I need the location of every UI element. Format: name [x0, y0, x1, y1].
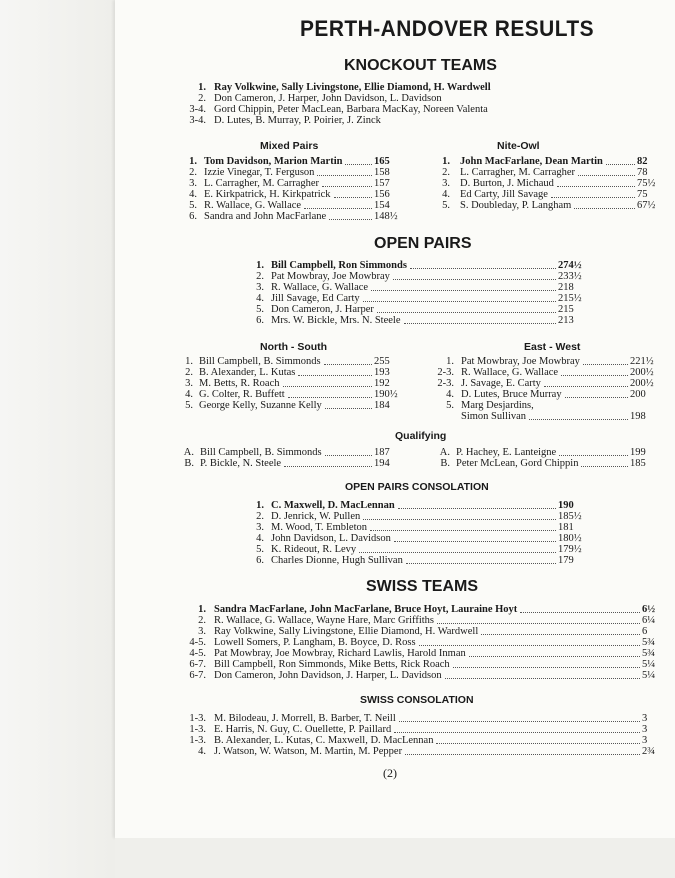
- result-row: [436, 458, 666, 469]
- result-rank: 3.: [185, 378, 193, 389]
- result-row: [434, 356, 664, 367]
- result-rank: 3.: [256, 522, 264, 533]
- knockout-heading: KNOCKOUT TEAMS: [344, 57, 497, 74]
- result-score: 3: [642, 735, 648, 746]
- dot-leader: [345, 156, 372, 165]
- result-name: Bill Campbell, B. Simmonds: [200, 447, 322, 458]
- result-rank: 5.: [256, 544, 264, 555]
- result-row: [180, 167, 400, 178]
- result-rank: 2.: [256, 271, 264, 282]
- result-row: [180, 724, 670, 735]
- result-score: 213: [558, 315, 574, 326]
- result-score: 165: [374, 156, 390, 167]
- result-score: 190: [558, 500, 574, 511]
- result-rank: 2.: [198, 615, 206, 626]
- result-rank: 6.: [256, 555, 264, 566]
- dot-leader: [363, 511, 556, 520]
- east-west-heading: East - West: [524, 341, 581, 353]
- nite-owl-list: [433, 156, 673, 211]
- dot-leader: [370, 522, 556, 531]
- result-name: D. Jenrick, W. Pullen: [271, 511, 361, 522]
- result-row: [434, 389, 664, 400]
- east-west-list: [434, 356, 664, 422]
- dot-leader: [453, 659, 640, 668]
- result-score: 6¼: [642, 615, 656, 626]
- result-rank: 6.: [189, 211, 197, 222]
- result-rank: 4.: [442, 189, 450, 200]
- result-rank: A.: [439, 447, 450, 458]
- result-rank: 1.: [442, 156, 450, 167]
- dot-leader: [394, 533, 556, 542]
- result-row: [180, 211, 400, 222]
- result-name: Sandra MacFarlane, John MacFarlane, Bruce Hoyt, Lauraine Hoyt: [214, 604, 518, 615]
- result-score: 5¼: [642, 670, 656, 681]
- result-rank: 5.: [256, 304, 264, 315]
- result-row: [250, 293, 590, 304]
- dot-leader: [377, 304, 556, 313]
- result-name: L. Carragher, M. Carragher: [204, 178, 320, 189]
- dot-leader: [359, 544, 556, 553]
- result-row: [180, 389, 410, 400]
- dot-leader: [559, 447, 628, 456]
- result-row: [180, 458, 410, 469]
- dot-leader: [436, 735, 640, 744]
- dot-leader: [606, 156, 635, 165]
- result-rank: 4.: [189, 189, 197, 200]
- page-number: (2): [383, 766, 397, 780]
- result-name: Izzie Vinegar, T. Ferguson: [204, 167, 315, 178]
- result-name: Lowell Somers, P. Langham, B. Boyce, D. Ross: [214, 637, 416, 648]
- result-row: [250, 511, 590, 522]
- result-rank: 3.: [256, 282, 264, 293]
- result-score: 157: [374, 178, 390, 189]
- result-name: D. Burton, J. Michaud: [460, 178, 554, 189]
- result-score: 181: [558, 522, 574, 533]
- result-score: 5¼: [642, 659, 656, 670]
- result-name: P. Bickle, N. Steele: [200, 458, 282, 469]
- result-rank: 1.: [198, 82, 206, 93]
- north-south-list: [180, 356, 410, 411]
- result-name: Jill Savage, Ed Carty: [271, 293, 360, 304]
- result-row: [180, 447, 410, 458]
- result-score: 200: [630, 389, 646, 400]
- dot-leader: [481, 626, 640, 635]
- result-row: [433, 167, 673, 178]
- result-score: 255: [374, 356, 390, 367]
- result-name: L. Carragher, M. Carragher: [460, 167, 576, 178]
- result-rank: 4.: [198, 746, 206, 757]
- result-name: B. Alexander, L. Kutas: [199, 367, 296, 378]
- result-name: C. Maxwell, D. MacLennan: [271, 500, 395, 511]
- result-rank: 1.: [198, 604, 206, 615]
- result-row: [180, 648, 670, 659]
- result-rank: 2-3.: [437, 378, 454, 389]
- result-rank: 1-3.: [189, 724, 206, 735]
- result-name: E. Kirkpatrick, H. Kirkpatrick: [204, 189, 331, 200]
- result-row: [180, 746, 670, 757]
- result-name: K. Rideout, R. Levy: [271, 544, 357, 555]
- result-score: 179: [558, 555, 574, 566]
- result-rank: 6-7.: [189, 659, 206, 670]
- result-rank: 2.: [189, 167, 197, 178]
- dot-leader: [578, 167, 635, 176]
- result-row: [180, 604, 670, 615]
- result-score: 185: [630, 458, 646, 469]
- dot-leader: [283, 378, 373, 387]
- result-rank: 4.: [256, 293, 264, 304]
- result-name: Don Cameron, J. Harper, John Davidson, L. Davidson: [214, 93, 442, 104]
- result-rank: 6-7.: [189, 670, 206, 681]
- result-score: 200½: [630, 378, 654, 389]
- result-score: 154: [374, 200, 390, 211]
- result-row: [180, 156, 400, 167]
- result-name: Pat Mowbray, Joe Mowbray: [271, 271, 390, 282]
- dot-leader: [399, 713, 640, 722]
- result-row: [180, 356, 410, 367]
- dot-leader: [334, 189, 372, 198]
- dot-leader: [325, 447, 372, 456]
- dot-leader: [329, 211, 372, 220]
- result-row: [250, 533, 590, 544]
- swiss-teams-heading: SWISS TEAMS: [366, 578, 479, 595]
- swiss-teams-list: [180, 604, 670, 681]
- result-rank: 1.: [189, 156, 197, 167]
- result-name: R. Wallace, G. Wallace: [204, 200, 302, 211]
- result-row: [180, 367, 410, 378]
- dot-leader: [419, 637, 640, 646]
- result-score: 185½: [558, 511, 582, 522]
- result-name: S. Doubleday, P. Langham: [460, 200, 572, 211]
- dot-leader: [405, 746, 640, 755]
- result-score: 198: [630, 411, 646, 422]
- result-rank: 3.: [442, 178, 450, 189]
- mixed-pairs-heading: Mixed Pairs: [260, 140, 319, 152]
- result-name: J. Watson, W. Watson, M. Martin, M. Pepper: [214, 746, 403, 757]
- scan-margin: [0, 0, 115, 878]
- dot-leader: [437, 615, 640, 624]
- result-row: [180, 104, 560, 115]
- result-rank: 5.: [185, 400, 193, 411]
- dot-leader: [583, 356, 628, 365]
- result-score: 156: [374, 189, 390, 200]
- result-row: [250, 315, 590, 326]
- result-name: E. Harris, N. Guy, C. Ouellette, P. Paillard: [214, 724, 392, 735]
- result-score: 192: [374, 378, 390, 389]
- result-row: [180, 178, 400, 189]
- result-name: John Davidson, L. Davidson: [271, 533, 391, 544]
- result-score: 221½: [630, 356, 654, 367]
- result-score: 6: [642, 626, 648, 637]
- dot-leader: [574, 200, 635, 209]
- result-rank: B.: [184, 458, 194, 469]
- result-rank: 4.: [256, 533, 264, 544]
- scan-bottom-margin: [115, 838, 675, 878]
- dot-leader: [544, 378, 628, 387]
- result-rank: 2.: [185, 367, 193, 378]
- result-row: [433, 189, 673, 200]
- result-rank: 2.: [198, 93, 206, 104]
- result-rank: 4-5.: [189, 648, 206, 659]
- result-name: Don Cameron, J. Harper: [271, 304, 374, 315]
- result-row: [180, 115, 560, 126]
- dot-leader: [529, 411, 628, 420]
- result-name: M. Bilodeau, J. Morrell, B. Barber, T. Neill: [214, 713, 396, 724]
- result-score: 218: [558, 282, 574, 293]
- result-row: [180, 93, 560, 104]
- result-score: 75: [637, 189, 648, 200]
- result-rank: 3.: [189, 178, 197, 189]
- result-rank: 1-3.: [189, 713, 206, 724]
- result-row: [180, 189, 400, 200]
- result-rank: 2-3.: [437, 367, 454, 378]
- result-score: 200½: [630, 367, 654, 378]
- result-rank: 3-4.: [189, 104, 206, 115]
- result-row: [250, 282, 590, 293]
- result-name: G. Colter, R. Buffett: [199, 389, 285, 400]
- result-row: [433, 178, 673, 189]
- result-name: Mrs. W. Bickle, Mrs. N. Steele: [271, 315, 401, 326]
- result-name: Sandra and John MacFarlane: [204, 211, 327, 222]
- result-score: 75½: [637, 178, 656, 189]
- result-row: [434, 378, 664, 389]
- result-row: [180, 637, 670, 648]
- dot-leader: [398, 500, 556, 509]
- qualifying-right-list: [436, 447, 666, 469]
- north-south-heading: North - South: [260, 341, 328, 353]
- result-name: B. Alexander, L. Kutas, C. Maxwell, D. MacLennan: [214, 735, 434, 746]
- swiss-consolation-heading: SWISS CONSOLATION: [360, 694, 474, 706]
- result-row: [180, 200, 400, 211]
- result-name: Pat Mowbray, Joe Mowbray, Richard Lawlis, Harold Inman: [214, 648, 466, 659]
- result-name: Marg Desjardins,: [461, 400, 534, 411]
- result-score: 194: [374, 458, 390, 469]
- dot-leader: [304, 200, 372, 209]
- result-score: 3: [642, 713, 648, 724]
- result-name: R. Wallace, G. Wallace, Wayne Hare, Marc Griffiths: [214, 615, 435, 626]
- result-rank: B.: [440, 458, 450, 469]
- result-rank: 3-4.: [189, 115, 206, 126]
- result-score: 233½: [558, 271, 582, 282]
- result-row: [250, 555, 590, 566]
- result-name: Ray Volkwine, Sally Livingstone, Ellie Diamond, H. Wardwell: [214, 626, 479, 637]
- result-rank: 4.: [446, 389, 454, 400]
- result-score: 179½: [558, 544, 582, 555]
- result-score: 82: [637, 156, 648, 167]
- dot-leader: [557, 178, 635, 187]
- result-name: R. Wallace, G. Wallace: [461, 367, 559, 378]
- result-score: 67½: [637, 200, 656, 211]
- result-name: M. Wood, T. Embleton: [271, 522, 367, 533]
- knockout-list: [180, 82, 560, 126]
- result-row: [434, 411, 664, 422]
- result-name: Gord Chippin, Peter MacLean, Barbara MacKay, Noreen Valenta: [214, 104, 488, 115]
- dot-leader: [363, 293, 556, 302]
- result-name: D. Lutes, Bruce Murray: [461, 389, 562, 400]
- result-name: Ray Volkwine, Sally Livingstone, Ellie Diamond, H. Wardwell: [214, 82, 491, 93]
- dot-leader: [394, 724, 640, 733]
- dot-leader: [565, 389, 628, 398]
- dot-leader: [317, 167, 372, 176]
- result-score: 78: [637, 167, 648, 178]
- result-rank: 1-3.: [189, 735, 206, 746]
- result-row: [433, 156, 673, 167]
- dot-leader: [561, 367, 628, 376]
- result-rank: 2.: [442, 167, 450, 178]
- result-name: Don Cameron, John Davidson, J. Harper, L. Davidson: [214, 670, 442, 681]
- qualifying-left-list: [180, 447, 410, 469]
- result-score: 215: [558, 304, 574, 315]
- result-row: [180, 378, 410, 389]
- nite-owl-heading: Nite-Owl: [497, 140, 540, 152]
- result-score: 199: [630, 447, 646, 458]
- result-rank: 3.: [198, 626, 206, 637]
- result-name: Charles Dionne, Hugh Sullivan: [271, 555, 403, 566]
- result-rank: 5.: [446, 400, 454, 411]
- result-rank: 2.: [256, 511, 264, 522]
- result-name: Bill Campbell, B. Simmonds: [199, 356, 321, 367]
- result-row: [180, 82, 560, 93]
- result-name: Ed Carty, Jill Savage: [460, 189, 548, 200]
- result-row: [180, 659, 670, 670]
- result-row: [433, 200, 673, 211]
- result-score: 190½: [374, 389, 398, 400]
- result-score: 6½: [642, 604, 656, 615]
- dot-leader: [298, 367, 372, 376]
- dot-leader: [406, 555, 556, 564]
- result-score: 193: [374, 367, 390, 378]
- result-row: [180, 713, 670, 724]
- result-rank: 4-5.: [189, 637, 206, 648]
- dot-leader: [520, 604, 640, 613]
- result-name: John MacFarlane, Dean Martin: [460, 156, 603, 167]
- result-row: [180, 670, 670, 681]
- dot-leader: [322, 178, 372, 187]
- result-name: George Kelly, Suzanne Kelly: [199, 400, 322, 411]
- result-name: Peter McLean, Gord Chippin: [456, 458, 579, 469]
- result-name: R. Wallace, G. Wallace: [271, 282, 369, 293]
- dot-leader: [551, 189, 635, 198]
- dot-leader: [393, 271, 556, 280]
- result-name: Simon Sullivan: [461, 411, 527, 422]
- result-row: [250, 260, 590, 271]
- result-score: 5¾: [642, 648, 656, 659]
- qualifying-heading: Qualifying: [395, 430, 447, 442]
- result-score: 187: [374, 447, 390, 458]
- result-row: [180, 626, 670, 637]
- dot-leader: [324, 356, 372, 365]
- result-row: [250, 304, 590, 315]
- result-score: 5¾: [642, 637, 656, 648]
- result-rank: 1.: [256, 500, 264, 511]
- dot-leader: [404, 315, 557, 324]
- result-row: [434, 367, 664, 378]
- dot-leader: [325, 400, 372, 409]
- result-rank: A.: [183, 447, 194, 458]
- result-score: 180½: [558, 533, 582, 544]
- mixed-pairs-list: [180, 156, 400, 222]
- result-score: 184: [374, 400, 390, 411]
- result-name: J. Savage, E. Carty: [461, 378, 541, 389]
- result-row: [180, 400, 410, 411]
- result-score: 3: [642, 724, 648, 735]
- result-row: [250, 500, 590, 511]
- swiss-consolation-list: [180, 713, 670, 757]
- result-score: 2¾: [642, 746, 656, 757]
- result-rank: 1.: [185, 356, 193, 367]
- result-name: Tom Davidson, Marion Martin: [204, 156, 343, 167]
- result-name: Bill Campbell, Ron Simmonds: [271, 260, 407, 271]
- result-rank: 1.: [256, 260, 264, 271]
- result-name: D. Lutes, B. Murray, P. Poirier, J. Zinck: [214, 115, 381, 126]
- result-rank: 4.: [185, 389, 193, 400]
- result-score: 148½: [374, 211, 398, 222]
- result-name: M. Betts, R. Roach: [199, 378, 280, 389]
- result-name: Pat Mowbray, Joe Mowbray: [461, 356, 580, 367]
- dot-leader: [371, 282, 556, 291]
- result-rank: 5.: [189, 200, 197, 211]
- result-score: 158: [374, 167, 390, 178]
- result-name: P. Hachey, E. Lanteigne: [456, 447, 557, 458]
- result-row: [180, 615, 670, 626]
- result-rank: 5.: [442, 200, 450, 211]
- dot-leader: [410, 260, 556, 269]
- result-row: [250, 522, 590, 533]
- dot-leader: [581, 458, 628, 467]
- dot-leader: [469, 648, 640, 657]
- page-title: PERTH-ANDOVER RESULTS: [300, 16, 595, 41]
- result-score: 274½: [558, 260, 582, 271]
- dot-leader: [284, 458, 372, 467]
- result-rank: 6.: [256, 315, 264, 326]
- open-pairs-list: [250, 260, 590, 326]
- dot-leader: [445, 670, 640, 679]
- open-pairs-heading: OPEN PAIRS: [374, 235, 472, 252]
- result-name: Bill Campbell, Ron Simmonds, Mike Betts, Rick Roach: [214, 659, 450, 670]
- result-row: [434, 400, 664, 411]
- result-rank: 1.: [446, 356, 454, 367]
- result-row: [180, 735, 670, 746]
- open-consolation-heading: OPEN PAIRS CONSOLATION: [345, 481, 489, 493]
- result-row: [250, 544, 590, 555]
- result-row: [436, 447, 666, 458]
- result-row: [250, 271, 590, 282]
- result-score: 215½: [558, 293, 582, 304]
- open-consolation-list: [250, 500, 590, 566]
- dot-leader: [288, 389, 372, 398]
